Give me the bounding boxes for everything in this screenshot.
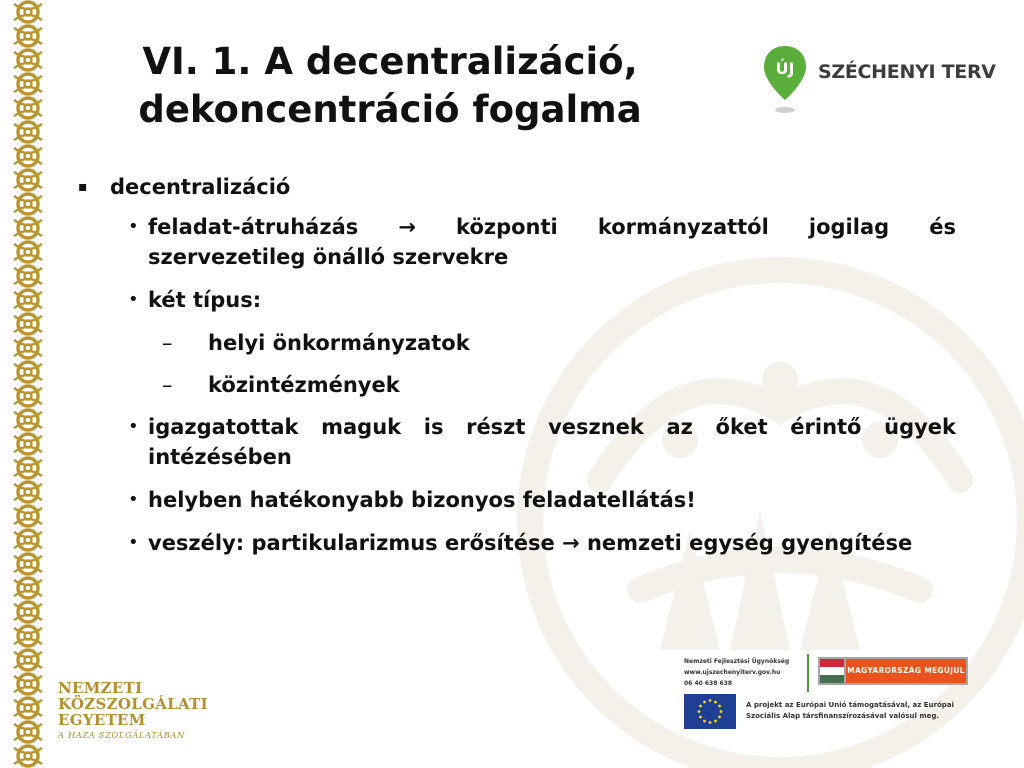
- banner-divider: [807, 654, 809, 692]
- eu-star: [718, 705, 721, 708]
- bullet-main-text: decentralizáció: [110, 175, 291, 199]
- bullet-list: [78, 172, 958, 571]
- nke-logo-line-3: EGYETEM: [58, 711, 146, 729]
- bullet-item-3-text: igazgatottak maguk is részt vesznek az őket érintő ügyek intézésében: [148, 415, 956, 469]
- nke-logo: [58, 679, 208, 742]
- sub-item-2: [162, 370, 958, 400]
- ornament-knot: [14, 74, 42, 94]
- logo-text: SZÉCHENYI TERV: [818, 61, 996, 83]
- agency-website: www.ujszechenyiterv.gov.hu: [684, 669, 781, 676]
- ornament-knot: [14, 146, 42, 166]
- ornament-knot: [14, 458, 42, 478]
- eu-star: [703, 701, 706, 704]
- page-title: [80, 38, 700, 134]
- sub-item-1-text: helyi önkormányzatok: [208, 331, 470, 355]
- dot-bullet-icon: •: [128, 532, 139, 553]
- eu-star: [720, 710, 723, 713]
- eu-star: [718, 716, 721, 719]
- nke-logo-slogan: A HAZA SZOLGÁLATÁBAN: [58, 731, 185, 741]
- dot-bullet-icon: •: [128, 489, 139, 510]
- sub-item-1: [162, 328, 958, 358]
- ornament-knot: [14, 602, 42, 622]
- ornament-knot: [14, 314, 42, 334]
- bullet-item-2: [128, 285, 956, 315]
- ornament-knot: [14, 362, 42, 382]
- szechenyi-terv-logo: [762, 44, 996, 116]
- ornament-border: [0, 0, 56, 768]
- ornament-knot: [14, 242, 42, 262]
- ornament-knot: [14, 170, 42, 190]
- eu-star: [698, 710, 701, 713]
- hungarian-flag-icon: [820, 659, 844, 683]
- bullet-item-1-part-a: feladat-átruházás: [148, 215, 359, 239]
- bullet-item-5-part-b: nemzeti egység gyengítése: [586, 531, 913, 555]
- ornament-knot: [14, 650, 42, 670]
- ornament-knot: [14, 746, 42, 766]
- ornament-knot: [14, 2, 42, 22]
- badge-label: MAGYARORSZÁG MEGÚJUL: [846, 659, 966, 683]
- arrow-icon: →: [398, 215, 416, 239]
- agency-name: Nemzeti Fejlesztési Ügynökség: [684, 658, 790, 665]
- ornament-knot: [14, 98, 42, 118]
- ornament-knot: [14, 50, 42, 70]
- ornament-knot: [14, 434, 42, 454]
- ornament-knot: [14, 266, 42, 286]
- eu-star: [699, 716, 702, 719]
- eu-star: [714, 720, 717, 723]
- title-line-2: dekoncentráció fogalma: [138, 88, 642, 131]
- eu-star: [703, 720, 706, 723]
- bullet-item-2-text: két típus:: [148, 288, 262, 312]
- dash-bullet-icon: –: [162, 331, 173, 355]
- bullet-item-1-part-b: központi kormányzattól jogilag és szervezetileg önálló szervekre: [148, 215, 956, 269]
- bullet-item-4-text: helyben hatékonyabb bizonyos feladatellátás!: [148, 488, 696, 512]
- ornament-knot: [14, 578, 42, 598]
- bullet-item-1: [128, 212, 956, 272]
- bullet-item-4: [128, 485, 956, 515]
- ornament-knot: [14, 386, 42, 406]
- square-bullet-icon: ▪: [78, 179, 88, 195]
- ornament-knot: [14, 218, 42, 238]
- ornament-knot: [14, 674, 42, 694]
- ornament-knot: [14, 698, 42, 718]
- eu-funding-text: A projekt az Európai Unió támogatásával, az Európai Szociális Alap társfinanszírozásával valósul meg.: [746, 701, 954, 720]
- logo-badge-text: ÚJ: [775, 59, 795, 78]
- ornament-knot: [14, 290, 42, 310]
- ornament-knot: [14, 506, 42, 526]
- agency-phone: 06 40 638 638: [684, 680, 733, 687]
- funding-banner: [680, 650, 980, 738]
- ornament-knot: [14, 554, 42, 574]
- dot-bullet-icon: •: [128, 216, 139, 237]
- ornament-knot: [14, 338, 42, 358]
- dot-bullet-icon: •: [128, 416, 139, 437]
- ornament-knot: [14, 482, 42, 502]
- dot-bullet-icon: •: [128, 289, 139, 310]
- sub-item-2-text: közintézmények: [208, 373, 400, 397]
- eu-star: [714, 701, 717, 704]
- ornament-knot: [14, 122, 42, 142]
- magyarorszag-megujul-badge: [818, 657, 968, 685]
- map-pin-icon: [762, 44, 808, 116]
- ornament-knot: [14, 530, 42, 550]
- ornament-knot: [14, 194, 42, 214]
- nke-logo-line-2: KÖZSZOLGÁLATI: [58, 695, 208, 713]
- eu-star: [699, 705, 702, 708]
- ornament-knot: [14, 626, 42, 646]
- ornament-knot: [14, 26, 42, 46]
- nke-logo-line-1: NEMZETI: [58, 679, 143, 697]
- bullet-main: [78, 172, 958, 202]
- bullet-item-3: [128, 412, 956, 472]
- agency-info: [684, 656, 804, 689]
- dash-bullet-icon: –: [162, 373, 173, 397]
- bullet-item-5-part-a: veszély: partikularizmus erősítése: [148, 531, 555, 555]
- ornament-knot: [14, 722, 42, 742]
- eu-star: [709, 699, 712, 702]
- eu-star: [709, 721, 712, 724]
- bullet-item-5: [128, 528, 956, 558]
- eu-flag-icon: [684, 694, 736, 729]
- ornament-knot: [14, 410, 42, 430]
- title-line-1: VI. 1. A decentralizáció,: [142, 40, 638, 83]
- arrow-icon: →: [562, 531, 580, 555]
